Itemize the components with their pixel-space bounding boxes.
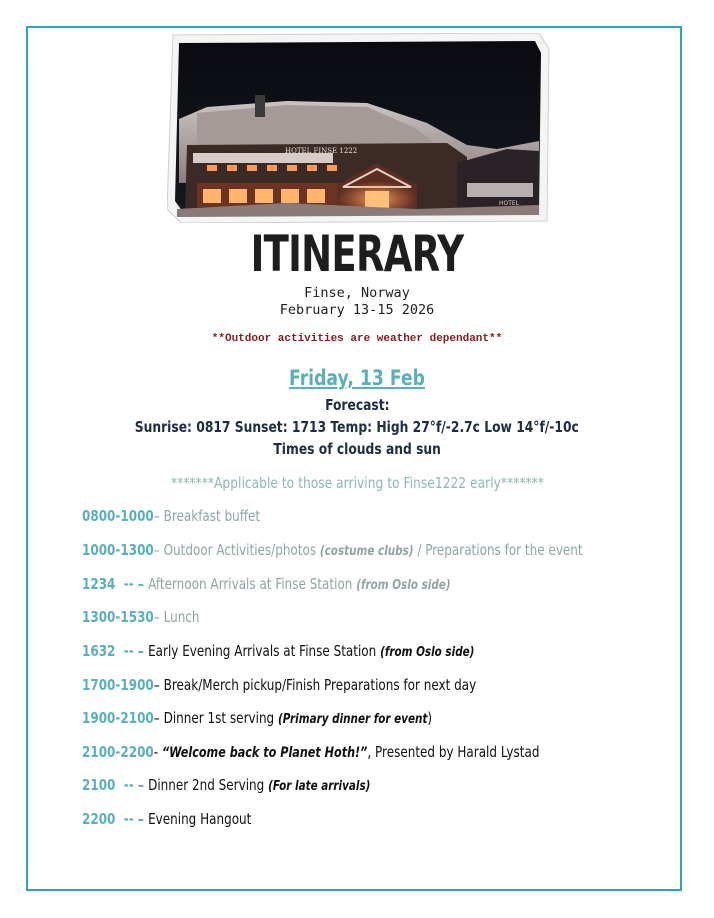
schedule-row: 2100-2200- “Welcome back to Planet Hoth!”, Presented by Harald Lystad	[82, 743, 540, 761]
schedule-row: 1300-1530– Lunch	[82, 608, 200, 626]
schedule-row: 2200 -- – Evening Hangout	[82, 810, 252, 828]
forecast-label: Forecast:	[324, 396, 390, 414]
schedule-row: 1632 -- – Early Evening Arrivals at Finse Station (from Oslo side)	[82, 642, 475, 660]
forecast-line: Sunrise: 0817 Sunset: 1713 Temp: High 27°f/-2.7c Low 14°f/-10c	[134, 418, 580, 436]
schedule-row: 1234 -- – Afternoon Arrivals at Finse Station (from Oslo side)	[82, 575, 451, 593]
page-title: ITINERARY	[250, 225, 464, 283]
day-heading: Friday, 13 Feb	[289, 366, 425, 390]
location-block	[0, 285, 714, 319]
early-arrival-note: *******Applicable to those arriving to Finse1222 early*******	[170, 474, 544, 492]
schedule-row: 2100 -- – Dinner 2nd Serving (For late arrivals)	[82, 776, 371, 794]
photo-sign: HOTEL FINSE 1222	[285, 147, 358, 155]
schedule-row: 0800-1000– Breakfast buffet	[82, 507, 261, 525]
schedule-row: 1700-1900– Break/Merch pickup/Finish Preparations for next day	[82, 676, 477, 694]
photo-sign-small: HOTEL	[499, 200, 520, 207]
location-text: Finse, Norway	[304, 285, 410, 301]
schedule-row: 1900-2100– Dinner 1st serving (Primary dinner for event)	[82, 709, 433, 727]
schedule-row: 1000-1300– Outdoor Activities/photos (costume clubs) / Preparations for the event	[82, 541, 583, 559]
weather-warning: **Outdoor activities are weather dependant**	[211, 333, 503, 345]
forecast-conditions: Times of clouds and sun	[273, 440, 441, 458]
hotel-photo	[167, 33, 551, 223]
dates-text: February 13-15 2026	[279, 302, 435, 318]
